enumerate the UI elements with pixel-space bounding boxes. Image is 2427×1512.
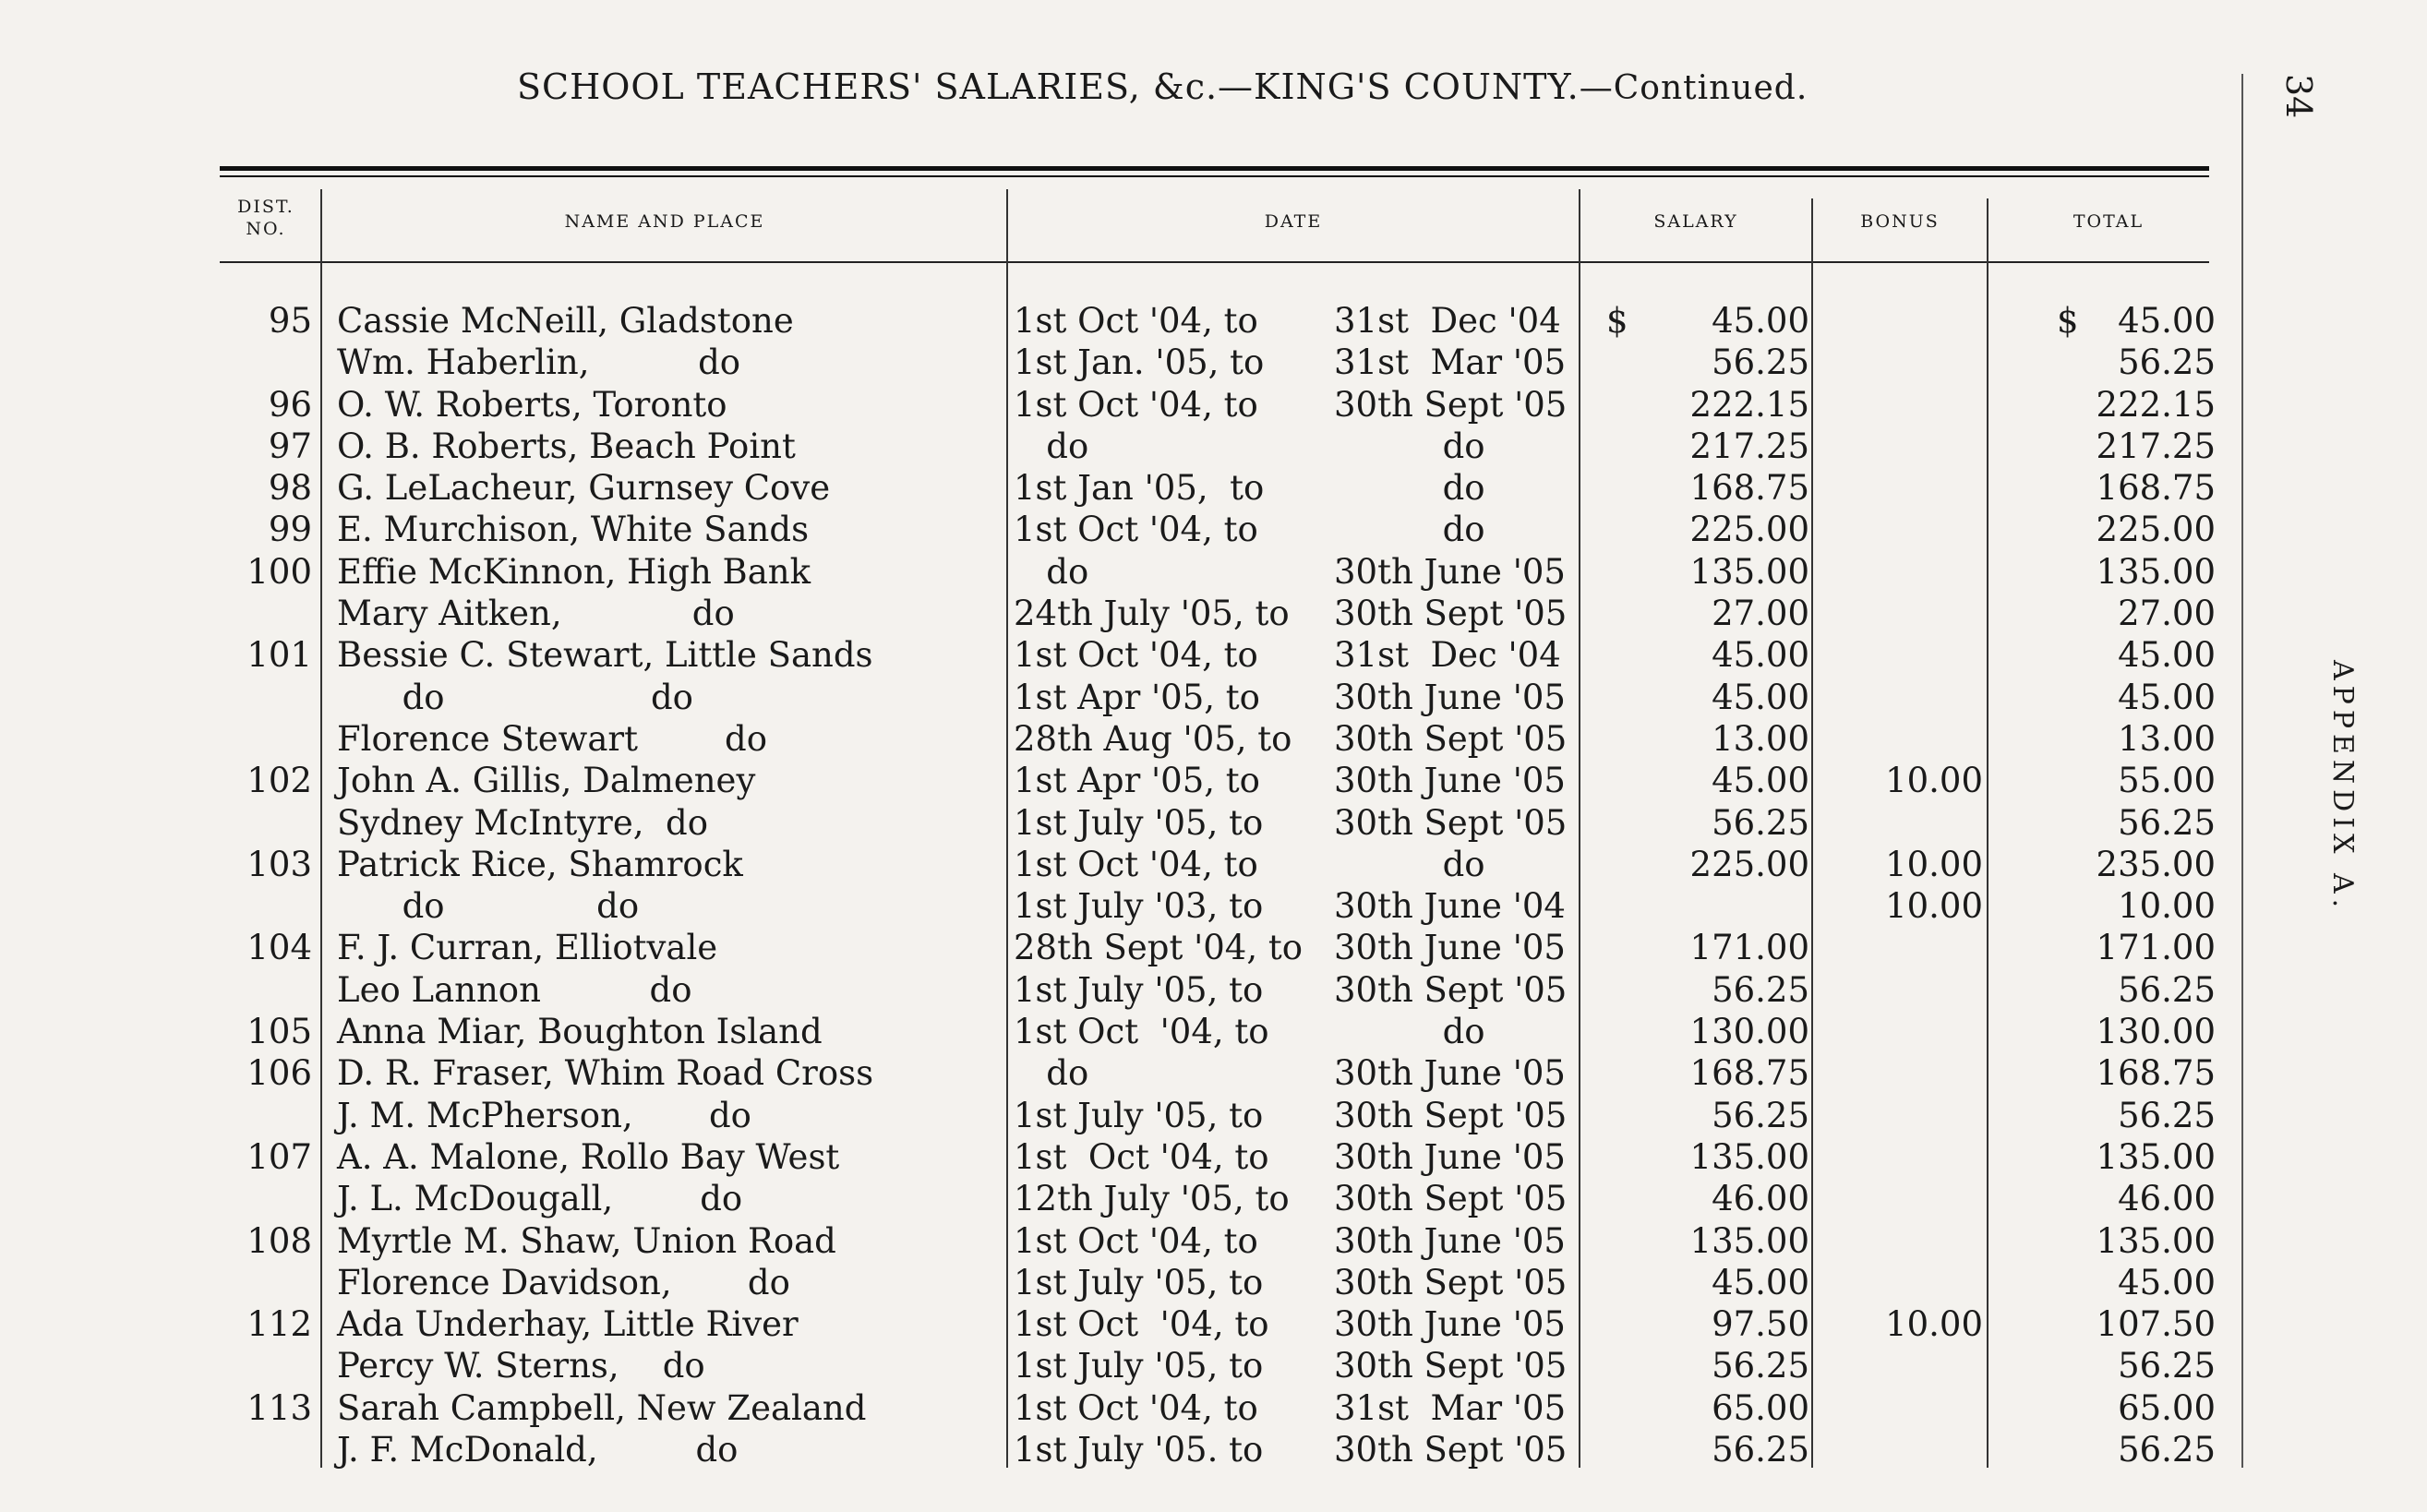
teacher-name-place: A. A. Malone, Rollo Bay West [337, 1136, 840, 1177]
salary-value: 56.25 [1712, 342, 1809, 383]
teacher-name-place: do do [337, 677, 693, 717]
total-value: 217.25 [2096, 426, 2216, 466]
table-row [0, 760, 2427, 801]
teacher-name-place: Percy W. Sterns, do [337, 1346, 705, 1386]
salary-value: 56.25 [1712, 969, 1809, 1010]
dist-no: 102 [246, 761, 312, 801]
date-to: 30th Sept '05 [1334, 718, 1568, 759]
salary-value: 222.15 [1689, 384, 1809, 425]
date-to: do [1334, 468, 1485, 509]
total-value: 135.00 [2096, 1136, 2216, 1177]
total-value: 45.00 [2118, 1262, 2216, 1302]
table-row [0, 300, 2427, 342]
salary-value: 171.00 [1689, 928, 1809, 968]
table-row [0, 342, 2427, 383]
table-row [0, 634, 2427, 676]
salary-value: 97.50 [1712, 1304, 1809, 1345]
salary-value: 56.25 [1712, 1346, 1809, 1386]
table-row [0, 969, 2427, 1011]
teacher-name-place: J. M. McPherson, do [337, 1095, 751, 1135]
total-value: 107.50 [2096, 1304, 2216, 1345]
date-from: 1st Oct '04, to [1014, 635, 1258, 676]
dist-no: 98 [268, 468, 312, 509]
date-to: 31st Dec '04 [1334, 301, 1561, 341]
table-row [0, 1387, 2427, 1429]
date-from: do [1014, 551, 1089, 592]
bonus-value: 10.00 [1885, 761, 1983, 801]
salary-value: 225.00 [1689, 844, 1809, 884]
date-from: 1st Oct '04, to [1014, 1220, 1258, 1261]
dist-no: 96 [268, 384, 312, 425]
table-row [0, 384, 2427, 426]
table-row [0, 467, 2427, 509]
dist-no: 108 [246, 1220, 312, 1261]
total-value: 168.75 [2096, 468, 2216, 509]
total-value: 130.00 [2096, 1012, 2216, 1052]
date-from: 24th July '05, to [1014, 594, 1290, 634]
total-value: 55.00 [2118, 761, 2216, 801]
header-salary: SALARY [1653, 211, 1738, 232]
total-value: 56.25 [2118, 1430, 2216, 1470]
dist-no: 97 [268, 426, 312, 466]
dist-no: 107 [246, 1136, 312, 1177]
dist-no: 113 [246, 1387, 312, 1428]
teacher-name-place: Florence Davidson, do [337, 1262, 790, 1302]
date-to: 30th Sept '05 [1334, 1179, 1568, 1219]
date-from: 1st July '05, to [1014, 969, 1264, 1010]
date-from: 1st Oct '04, to [1014, 1304, 1269, 1345]
dist-no: 95 [268, 301, 312, 341]
appendix-label: APPENDIX A. [2326, 660, 2359, 914]
total-value: 56.25 [2118, 1346, 2216, 1386]
total-value: 65.00 [2118, 1387, 2216, 1428]
header-bonus: BONUS [1860, 211, 1940, 232]
teacher-name-place: J. F. McDonald, do [337, 1430, 739, 1470]
table-row [0, 1429, 2427, 1470]
date-from: 1st Apr '05, to [1014, 761, 1260, 801]
table-row [0, 677, 2427, 718]
salary-value: 135.00 [1689, 1136, 1809, 1177]
salary-value: 56.25 [1712, 1430, 1809, 1470]
total-value: 56.25 [2118, 1095, 2216, 1135]
date-to: do [1334, 426, 1485, 466]
teacher-name-place: Cassie McNeill, Gladstone [337, 301, 794, 341]
salary-value: 168.75 [1689, 468, 1809, 509]
total-value: 13.00 [2118, 718, 2216, 759]
salary-value: 225.00 [1689, 510, 1809, 550]
header-dist-no [220, 196, 312, 240]
total-value: 56.25 [2118, 969, 2216, 1010]
total-value: 45.00 [2118, 301, 2216, 341]
table-row [0, 1011, 2427, 1052]
table-row [0, 1136, 2427, 1178]
bonus-value: 10.00 [1885, 886, 1983, 927]
date-from: 1st July '05, to [1014, 802, 1264, 843]
date-from: 1st Jan '05, to [1014, 468, 1265, 509]
date-from: 1st Oct '04, to [1014, 844, 1258, 884]
date-from: 28th Aug '05, to [1014, 718, 1292, 759]
date-from: 1st July '05, to [1014, 1095, 1264, 1135]
date-to: 30th Sept '05 [1334, 1095, 1568, 1135]
date-from: 28th Sept '04, to [1014, 928, 1304, 968]
total-value: 135.00 [2096, 551, 2216, 592]
salary-value: 13.00 [1712, 718, 1809, 759]
total-value: 46.00 [2118, 1179, 2216, 1219]
total-value: 168.75 [2096, 1053, 2216, 1094]
total-value: 56.25 [2118, 802, 2216, 843]
date-to: do [1334, 1012, 1485, 1052]
table-row [0, 509, 2427, 550]
date-from: 1st July '05. to [1014, 1430, 1264, 1470]
title-text: SCHOOL TEACHERS' SALARIES, &c.—KING'S COUNTY. [517, 66, 1580, 107]
teacher-name-place: Wm. Haberlin, do [337, 342, 741, 383]
salary-value: 130.00 [1689, 1012, 1809, 1052]
dist-no: 103 [246, 844, 312, 884]
date-from: do [1014, 1053, 1089, 1094]
teacher-name-place: Myrtle M. Shaw, Union Road [337, 1220, 836, 1261]
dist-no: 106 [246, 1053, 312, 1094]
bonus-value: 10.00 [1885, 844, 1983, 884]
table-row [0, 1220, 2427, 1262]
date-from: 1st Oct '04, to [1014, 1136, 1269, 1177]
teacher-name-place: Anna Miar, Boughton Island [337, 1012, 823, 1052]
date-to: 30th June '05 [1334, 551, 1566, 592]
date-to: 30th Sept '05 [1334, 1346, 1568, 1386]
title-continued: —Continued. [1579, 69, 1808, 107]
date-to: 31st Dec '04 [1334, 635, 1561, 676]
date-to: 31st Mar '05 [1334, 342, 1567, 383]
header-name-place: NAME AND PLACE [564, 211, 765, 232]
salary-dollar-sign: $ [1606, 301, 1628, 341]
date-from: 1st Apr '05, to [1014, 677, 1260, 717]
date-from: 1st Oct '04, to [1014, 301, 1258, 341]
salary-value: 135.00 [1689, 551, 1809, 592]
table-row [0, 1178, 2427, 1219]
teacher-name-place: Sarah Campbell, New Zealand [337, 1387, 867, 1428]
date-from: 1st Oct '04, to [1014, 384, 1258, 425]
table-row [0, 1052, 2427, 1094]
salary-value: 56.25 [1712, 802, 1809, 843]
teacher-name-place: Florence Stewart do [337, 718, 768, 759]
table-row [0, 1345, 2427, 1386]
teacher-name-place: G. LeLacheur, Gurnsey Cove [337, 468, 831, 509]
table-row [0, 1095, 2427, 1136]
teacher-name-place: O. B. Roberts, Beach Point [337, 426, 796, 466]
date-to: 30th June '05 [1334, 1053, 1566, 1094]
date-to: 30th Sept '05 [1334, 802, 1568, 843]
date-to: 30th June '05 [1334, 1220, 1566, 1261]
dist-no: 101 [246, 635, 312, 676]
dist-no: 104 [246, 928, 312, 968]
date-to: 30th June '05 [1334, 677, 1566, 717]
teacher-name-place: F. J. Curran, Elliotvale [337, 928, 718, 968]
date-to: do [1334, 844, 1485, 884]
table-row [0, 1303, 2427, 1345]
teacher-name-place: E. Murchison, White Sands [337, 510, 810, 550]
total-value: 45.00 [2118, 635, 2216, 676]
salary-value: 168.75 [1689, 1053, 1809, 1094]
salary-value: 45.00 [1712, 635, 1809, 676]
dist-no: 99 [268, 510, 312, 550]
date-to: 30th Sept '05 [1334, 1430, 1568, 1470]
teacher-name-place: Sydney McIntyre, do [337, 802, 708, 843]
total-dollar-sign: $ [2057, 301, 2079, 341]
date-from: do [1014, 426, 1089, 466]
salary-value: 45.00 [1712, 677, 1809, 717]
table-row [0, 802, 2427, 844]
salary-value: 46.00 [1712, 1179, 1809, 1219]
teacher-name-place: John A. Gillis, Dalmeney [337, 761, 756, 801]
date-to: do [1334, 510, 1485, 550]
header-dist-line1: DIST. [237, 197, 294, 217]
page-number: 34 [2278, 74, 2319, 119]
date-from: 1st Jan. '05, to [1014, 342, 1265, 383]
date-from: 1st July '03, to [1014, 886, 1264, 927]
salary-value: 56.25 [1712, 1095, 1809, 1135]
date-from: 1st July '05, to [1014, 1346, 1264, 1386]
date-from: 1st Oct '04, to [1014, 1012, 1269, 1052]
teacher-name-place: Mary Aitken, do [337, 594, 735, 634]
dist-no: 112 [246, 1304, 312, 1345]
total-value: 222.15 [2096, 384, 2216, 425]
date-to: 30th June '05 [1334, 761, 1566, 801]
total-value: 56.25 [2118, 342, 2216, 383]
table-row [0, 551, 2427, 593]
table-row [0, 593, 2427, 634]
date-to: 30th June '05 [1334, 928, 1566, 968]
dist-no: 100 [246, 551, 312, 592]
table-row [0, 1262, 2427, 1303]
table-row [0, 927, 2427, 968]
total-value: 10.00 [2118, 886, 2216, 927]
salary-value: 45.00 [1712, 301, 1809, 341]
dist-no: 105 [246, 1012, 312, 1052]
salary-value: 135.00 [1689, 1220, 1809, 1261]
table-row [0, 718, 2427, 760]
teacher-name-place: D. R. Fraser, Whim Road Cross [337, 1053, 874, 1094]
salary-value: 65.00 [1712, 1387, 1809, 1428]
salary-table-body [0, 300, 2427, 1470]
bonus-value: 10.00 [1885, 1304, 1983, 1345]
total-value: 45.00 [2118, 677, 2216, 717]
date-from: 12th July '05, to [1014, 1179, 1290, 1219]
date-to: 30th June '04 [1334, 886, 1566, 927]
salary-value: 45.00 [1712, 1262, 1809, 1302]
teacher-name-place: do do [337, 886, 640, 927]
table-row [0, 426, 2427, 467]
teacher-name-place: J. L. McDougall, do [337, 1179, 743, 1219]
table-row [0, 885, 2427, 927]
total-value: 235.00 [2096, 844, 2216, 884]
date-from: 1st Oct '04, to [1014, 1387, 1258, 1428]
teacher-name-place: Effie McKinnon, High Bank [337, 551, 811, 592]
date-to: 30th Sept '05 [1334, 969, 1568, 1010]
date-from: 1st July '05, to [1014, 1262, 1264, 1302]
teacher-name-place: Ada Underhay, Little River [337, 1304, 799, 1345]
table-row [0, 844, 2427, 885]
date-to: 30th June '05 [1334, 1136, 1566, 1177]
teacher-name-place: Patrick Rice, Shamrock [337, 844, 743, 884]
page-title [517, 66, 1994, 107]
total-value: 171.00 [2096, 928, 2216, 968]
date-to: 30th Sept '05 [1334, 1262, 1568, 1302]
header-date: DATE [1264, 211, 1323, 232]
salary-value: 217.25 [1689, 426, 1809, 466]
top-rule-thin [220, 175, 2209, 177]
total-value: 135.00 [2096, 1220, 2216, 1261]
teacher-name-place: O. W. Roberts, Toronto [337, 384, 727, 425]
salary-value: 45.00 [1712, 761, 1809, 801]
teacher-name-place: Leo Lannon do [337, 969, 692, 1010]
date-to: 30th June '05 [1334, 1304, 1566, 1345]
header-total: TOTAL [2073, 211, 2145, 232]
top-rule [220, 166, 2209, 171]
date-from: 1st Oct '04, to [1014, 510, 1258, 550]
date-to: 31st Mar '05 [1334, 1387, 1567, 1428]
date-to: 30th Sept '05 [1334, 594, 1568, 634]
header-rule [220, 261, 2209, 263]
total-value: 225.00 [2096, 510, 2216, 550]
total-value: 27.00 [2118, 594, 2216, 634]
date-to: 30th Sept '05 [1334, 384, 1568, 425]
salary-value: 27.00 [1712, 594, 1809, 634]
header-dist-line2: NO. [246, 219, 286, 239]
teacher-name-place: Bessie C. Stewart, Little Sands [337, 635, 873, 676]
